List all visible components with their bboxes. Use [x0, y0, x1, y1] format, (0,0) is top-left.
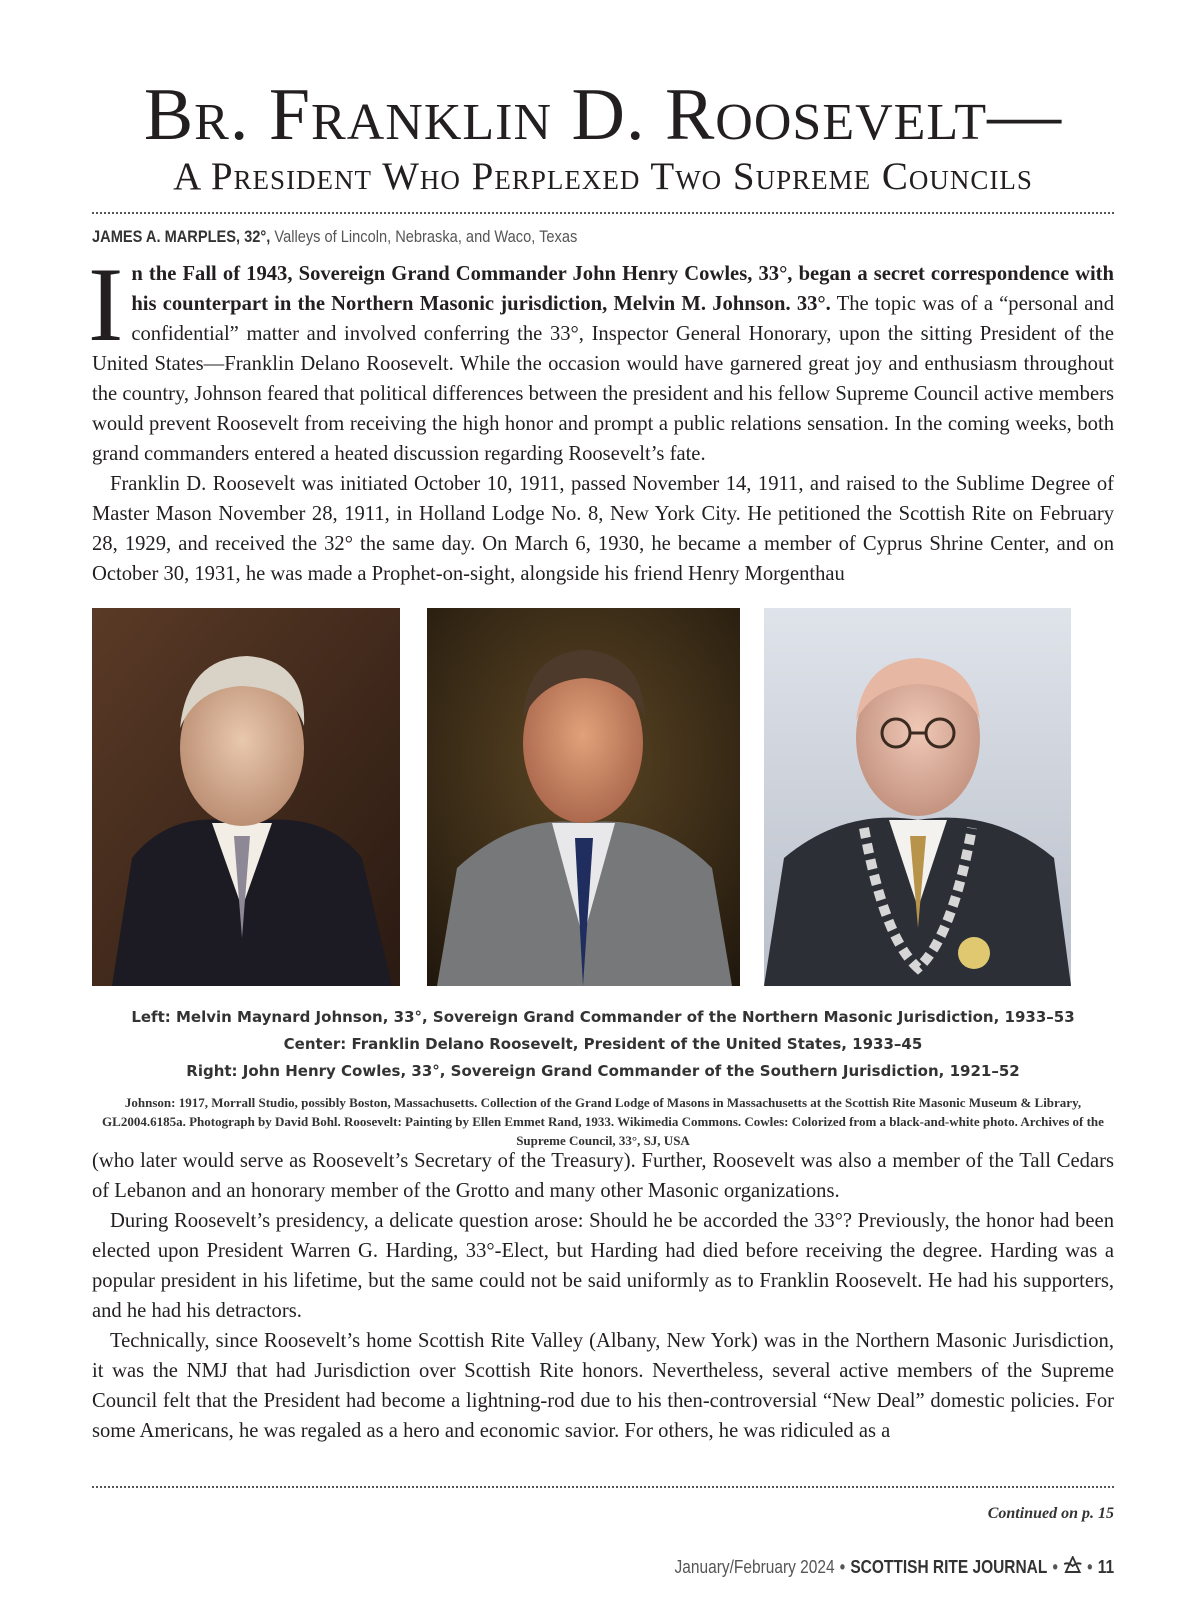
- lead-text: The topic was of a “personal and confidential” matter and involved conferring the 33°, Inspector General Honorary, upon the sitting President of the United States—Franklin Delano Roosevelt. While the occasion would have garnered great joy and enthusiasm throughout the country, Johnson feared that political differences between the president and his fellow Supreme Council active members would prevent Roosevelt from receiving the high honor and prompt a public relations sensation. In the coming weeks, both grand commanders entered a heated discussion regarding Roosevelt’s fate.: [92, 293, 1114, 465]
- separator-dot: •: [839, 1557, 846, 1577]
- photo-roosevelt: [427, 608, 740, 986]
- paragraph-1: [88, 246, 1114, 469]
- photo-cowles: [764, 608, 1071, 986]
- article-title: Br. Franklin D. Roosevelt—: [143, 74, 1063, 156]
- paragraph-2: Franklin D. Roosevelt was initiated October 10, 1911, passed November 14, 1911, and raised to the Sublime Degree of Master Mason November 28, 1911, in Holland Lodge No. 8, New York City. He petitioned the Scottish Rite on February 28, 1929, and received the 32° the same day. On March 6, 1930, he became a member of Cyprus Shrine Center, and on October 30, 1931, he was made a Prophet-on-sight, alongside his friend Henry Morgenthau: [92, 473, 1114, 585]
- drop-cap: I: [88, 246, 124, 363]
- bottom-divider: [92, 1486, 1114, 1488]
- article-body-bottom: [92, 1146, 1114, 1446]
- journal-name: SCOTTISH RITE JOURNAL: [850, 1557, 1048, 1577]
- caption-center: Center: Franklin Delano Roosevelt, President of the United States, 1933–45: [283, 1035, 923, 1053]
- article-subtitle: A President Who Perplexed Two Supreme Councils: [173, 155, 1033, 198]
- caption-left: Left: Melvin Maynard Johnson, 33°, Sovereign Grand Commander of the Northern Masonic Jurisdiction, 1933–53: [131, 1008, 1075, 1026]
- separator-dot: •: [1087, 1557, 1093, 1577]
- page-footer: [674, 1556, 1114, 1579]
- photo-credit: Johnson: 1917, Morrall Studio, possibly Boston, Massachusetts. Collection of the Grand Lodge of Masons in Massachusetts at the Scottish Rite Masonic Museum & Library, GL2004.6185a. Photograph by David Bohl. Roosevelt: Painting by Ellen Emmet Rand, 1933. Wikimedia Commons. Cowles: Colorized from a black-and-white photo. Archives of the Supreme Council, 33°, SJ, USA: [102, 1095, 1104, 1148]
- paragraph-4: During Roosevelt’s presidency, a delicate question arose: Should he be accorded the 33°? Previously, the honor had been elected upon President Warren G. Harding, 33°-Elect, but Harding had died before receiving the degree. Harding was a popular president in his lifetime, but the same could not be said uniformly as to Franklin Roosevelt. He had his supporters, and he had his detractors.: [92, 1210, 1114, 1322]
- byline: [92, 226, 971, 248]
- paragraph-3: (who later would serve as Roosevelt’s Secretary of the Treasury). Further, Roosevelt was also a member of the Tall Cedars of Lebanon and an honorary member of the Grotto and many other Masonic organizations.: [92, 1150, 1114, 1202]
- issue-date: January/February 2024: [674, 1557, 835, 1577]
- top-divider: [92, 212, 1114, 214]
- double-headed-eagle-icon: [1063, 1556, 1082, 1579]
- lead-bold-text: n the Fall of 1943, Sovereign Grand Commander John Henry Cowles, 33°, began a secret correspondence with his counterpart in the Northern Masonic jurisdiction, Melvin M. Johnson. 33°.: [131, 263, 1114, 315]
- portrait-cowles-image: [764, 608, 1071, 986]
- portrait-johnson-image: [92, 608, 400, 986]
- photo-johnson: [92, 608, 400, 986]
- portrait-roosevelt-image: [427, 608, 740, 986]
- paragraph-5: Technically, since Roosevelt’s home Scottish Rite Valley (Albany, New York) was in the Northern Masonic Jurisdiction, it was the NMJ that had Jurisdiction over Scottish Rite honors. Nevertheless, several active members of the Supreme Council felt that the President had become a lightning-rod due to his then-controversial “New Deal” domestic policies. For some Americans, he was regaled as a hero and economic savior. For others, he was ridiculed as a: [92, 1330, 1114, 1442]
- article-body-top: [88, 246, 1114, 589]
- page-number: 11: [1097, 1557, 1114, 1577]
- continued-link[interactable]: Continued on p. 15: [987, 1505, 1114, 1522]
- author-name: JAMES A. MARPLES, 32°,: [92, 227, 271, 246]
- photo-caption: [92, 1004, 1114, 1085]
- separator-dot: •: [1052, 1557, 1058, 1577]
- author-location: Valleys of Lincoln, Nebraska, and Waco, Texas: [274, 227, 578, 246]
- caption-right: Right: John Henry Cowles, 33°, Sovereign Grand Commander of the Southern Jurisdiction, 1921–52: [186, 1062, 1020, 1080]
